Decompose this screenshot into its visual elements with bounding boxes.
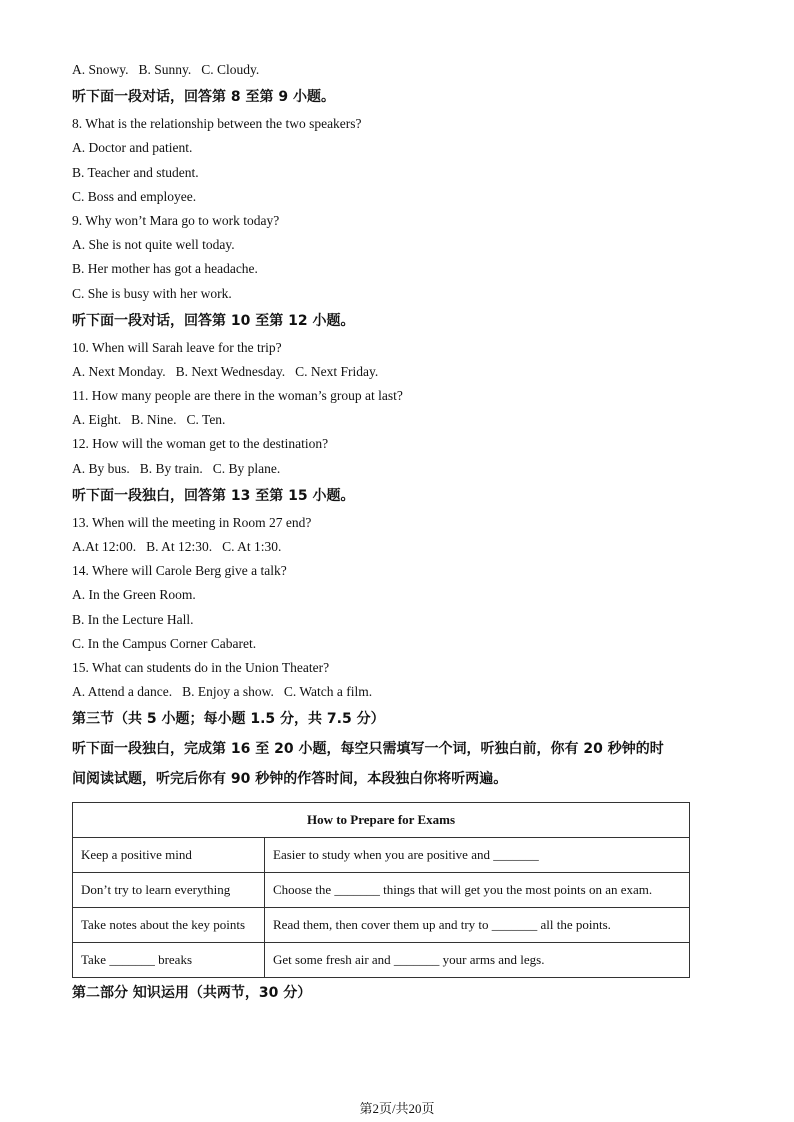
heading-q10-12: 听下面一段对话，回答第 10 至第 12 小题。 (72, 312, 355, 329)
q8-option-b: B. Teacher and student. (72, 164, 199, 180)
instructions-line-2: 间阅读试题，听完后你有 90 秒钟的作答时间，本段独白你将听两遍。 (72, 771, 508, 788)
table-cell: Take _______ breaks (73, 943, 265, 978)
q14-option-a: A. In the Green Room. (72, 587, 196, 603)
q13-options: A.At 12:00. B. At 12:30. C. At 1:30. (72, 539, 282, 554)
question-12: 12. How will the woman get to the destination? (72, 436, 329, 452)
table-title: How to Prepare for Exams (73, 803, 690, 838)
table-cell: Easier to study when you are positive and _______ (265, 838, 690, 873)
table-row (73, 838, 690, 873)
table-cell: Don’t try to learn everything (73, 873, 265, 908)
page-footer: 第2页/共20页 (359, 1101, 435, 1116)
q15-options: A. Attend a dance. B. Enjoy a show. C. Watch a film. (72, 684, 373, 700)
part-2-heading: 第二部分 知识运用（共两节，30 分） (72, 985, 312, 1002)
q14-option-c: C. In the Campus Corner Cabaret. (72, 635, 257, 651)
q9-option-b: B. Her mother has got a headache. (72, 261, 258, 277)
table-row (73, 908, 690, 943)
q8-option-c: C. Boss and employee. (72, 188, 197, 204)
section-3-heading: 第三节（共 5 小题；每小题 1.5 分，共 7.5 分） (72, 711, 385, 728)
table-cell: Keep a positive mind (73, 838, 265, 873)
table-row (73, 873, 690, 908)
q7-options: A. Snowy. B. Sunny. C. Cloudy. (72, 62, 260, 77)
question-13: 13. When will the meeting in Room 27 end? (72, 514, 312, 530)
heading-q8-9: 听下面一段对话，回答第 8 至第 9 小题。 (72, 89, 335, 106)
table-cell: Choose the _______ things that will get you the most points on an exam. (265, 873, 690, 908)
q8-option-a: A. Doctor and patient. (72, 140, 193, 156)
q12-options: A. By bus. B. By train. C. By plane. (72, 460, 281, 476)
question-8: 8. What is the relationship between the two speakers? (72, 116, 362, 132)
q9-option-a: A. She is not quite well today. (72, 237, 235, 253)
table-row (73, 943, 690, 978)
table-title-row (73, 803, 690, 838)
table-cell: Get some fresh air and _______ your arms and legs. (265, 943, 690, 978)
table-cell: Take notes about the key points (73, 908, 265, 943)
instructions-line-1: 听下面一段独白，完成第 16 至 20 小题，每空只需填写一个词，听独白前，你有 20 秒钟的时 (72, 741, 664, 758)
question-10: 10. When will Sarah leave for the trip? (72, 339, 282, 355)
exam-prep-table (72, 802, 690, 978)
table-cell: Read them, then cover them up and try to _______ all the points. (265, 908, 690, 943)
q14-option-b: B. In the Lecture Hall. (72, 611, 194, 627)
question-11: 11. How many people are there in the woman’s group at last? (72, 388, 403, 404)
question-15: 15. What can students do in the Union Theater? (72, 659, 330, 675)
q10-options: A. Next Monday. B. Next Wednesday. C. Next Friday. (72, 363, 379, 379)
q11-options: A. Eight. B. Nine. C. Ten. (72, 412, 226, 428)
question-9: 9. Why won’t Mara go to work today? (72, 212, 280, 228)
q9-option-c: C. She is busy with her work. (72, 285, 232, 301)
document-page (72, 58, 722, 1008)
question-14: 14. Where will Carole Berg give a talk? (72, 563, 287, 579)
heading-q13-15: 听下面一段独白，回答第 13 至第 15 小题。 (72, 487, 355, 504)
